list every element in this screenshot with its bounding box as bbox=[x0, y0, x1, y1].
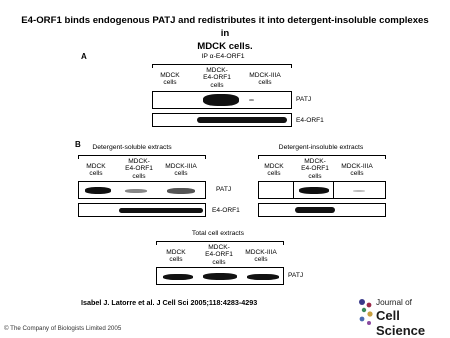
total-tick-right bbox=[283, 241, 284, 245]
panel-a-patj-label: PATJ bbox=[296, 96, 312, 103]
total-header-line bbox=[156, 241, 284, 242]
total-header: Total cell extracts bbox=[191, 230, 245, 237]
panel-a-lane-iiia: MDCK-IIIA cells bbox=[249, 72, 281, 87]
copyright: © The Company of Biologists Limited 2005 bbox=[4, 325, 122, 332]
band-sol-patj-e4orf1 bbox=[125, 189, 147, 193]
panel-b-patj-label: PATJ bbox=[216, 186, 232, 193]
soluble-header: Detergent-soluble extracts bbox=[92, 144, 172, 151]
soluble-lane-mdck: MDCK cells bbox=[86, 163, 106, 178]
total-patj-label: PATJ bbox=[288, 272, 304, 279]
band-a-patj-iiia-faint bbox=[249, 99, 254, 101]
soluble-lane-e4orf1: MDCK- E4-ORF1 cells bbox=[125, 158, 153, 180]
band-sol-e4orf1 bbox=[119, 208, 203, 213]
band-sol-patj-iiia bbox=[167, 188, 195, 194]
soluble-tick-right bbox=[205, 155, 206, 159]
insoluble-tick-right bbox=[385, 155, 386, 159]
journal-logo-line1: Journal of bbox=[376, 298, 412, 307]
insoluble-patj-blot bbox=[258, 181, 386, 199]
insoluble-lane-iiia: MDCK-IIIA cells bbox=[341, 163, 373, 178]
panel-a-lane-mdck: MDCK cells bbox=[160, 72, 180, 87]
ip-tick-left bbox=[152, 64, 153, 68]
band-total-patj-e4orf1 bbox=[203, 273, 237, 280]
soluble-lane-iiia: MDCK-IIIA cells bbox=[165, 163, 197, 178]
panel-a-patj-blot bbox=[152, 91, 292, 109]
citation: Isabel J. Latorre et al. J Cell Sci 2005;118:4283-4293 bbox=[81, 298, 258, 307]
soluble-header-line bbox=[78, 155, 206, 156]
band-insol-patj-e4orf1 bbox=[299, 187, 329, 194]
total-patj-blot bbox=[156, 267, 284, 285]
total-lane-e4orf1: MDCK- E4-ORF1 cells bbox=[205, 244, 233, 266]
soluble-patj-blot bbox=[78, 181, 206, 199]
insoluble-patj-divider-2 bbox=[333, 182, 334, 198]
ip-tick-right bbox=[291, 64, 292, 68]
journal-logo-icon bbox=[356, 296, 376, 330]
insoluble-header: Detergent-insoluble extracts bbox=[278, 144, 364, 151]
insoluble-patj-divider-1 bbox=[293, 182, 294, 198]
figure-title-line1: E4-ORF1 binds endogenous PATJ and redistributes it into detergent-insoluble complexes in bbox=[21, 15, 429, 39]
soluble-tick-left bbox=[78, 155, 79, 159]
insoluble-lane-mdck: MDCK cells bbox=[264, 163, 284, 178]
total-lane-iiia: MDCK-IIIA cells bbox=[245, 249, 277, 264]
journal-logo-line2: Cell Science bbox=[376, 308, 426, 338]
insoluble-tick-left bbox=[258, 155, 259, 159]
insoluble-lane-e4orf1: MDCK- E4-ORF1 cells bbox=[301, 158, 329, 180]
panel-a-label: A bbox=[81, 52, 87, 61]
band-a-patj-e4orf1 bbox=[203, 94, 239, 106]
panel-a-lane-e4orf1: MDCK- E4-ORF1 cells bbox=[203, 67, 231, 89]
band-total-patj-mdck bbox=[163, 274, 193, 280]
panel-b-e4orf1-label: E4-ORF1 bbox=[212, 207, 240, 214]
insoluble-header-line bbox=[258, 155, 386, 156]
panel-b-label: B bbox=[75, 140, 81, 149]
panel-a-e4orf1-blot bbox=[152, 113, 292, 127]
band-insol-patj-iiia-faint bbox=[353, 190, 365, 192]
soluble-e4orf1-blot bbox=[78, 203, 206, 217]
panel-a-e4orf1-label: E4-ORF1 bbox=[296, 117, 324, 124]
figure-title-line2: MDCK cells. bbox=[197, 41, 253, 52]
band-total-patj-iiia bbox=[247, 274, 279, 280]
ip-header: IP α-E4-ORF1 bbox=[201, 53, 245, 60]
total-tick-left bbox=[156, 241, 157, 245]
ip-header-line bbox=[152, 64, 292, 65]
band-sol-patj-mdck bbox=[85, 187, 111, 194]
total-lane-mdck: MDCK cells bbox=[166, 249, 186, 264]
band-a-e4orf1 bbox=[197, 117, 287, 123]
band-insol-e4orf1 bbox=[295, 207, 335, 213]
insoluble-e4orf1-blot bbox=[258, 203, 386, 217]
journal-logo bbox=[356, 294, 448, 336]
